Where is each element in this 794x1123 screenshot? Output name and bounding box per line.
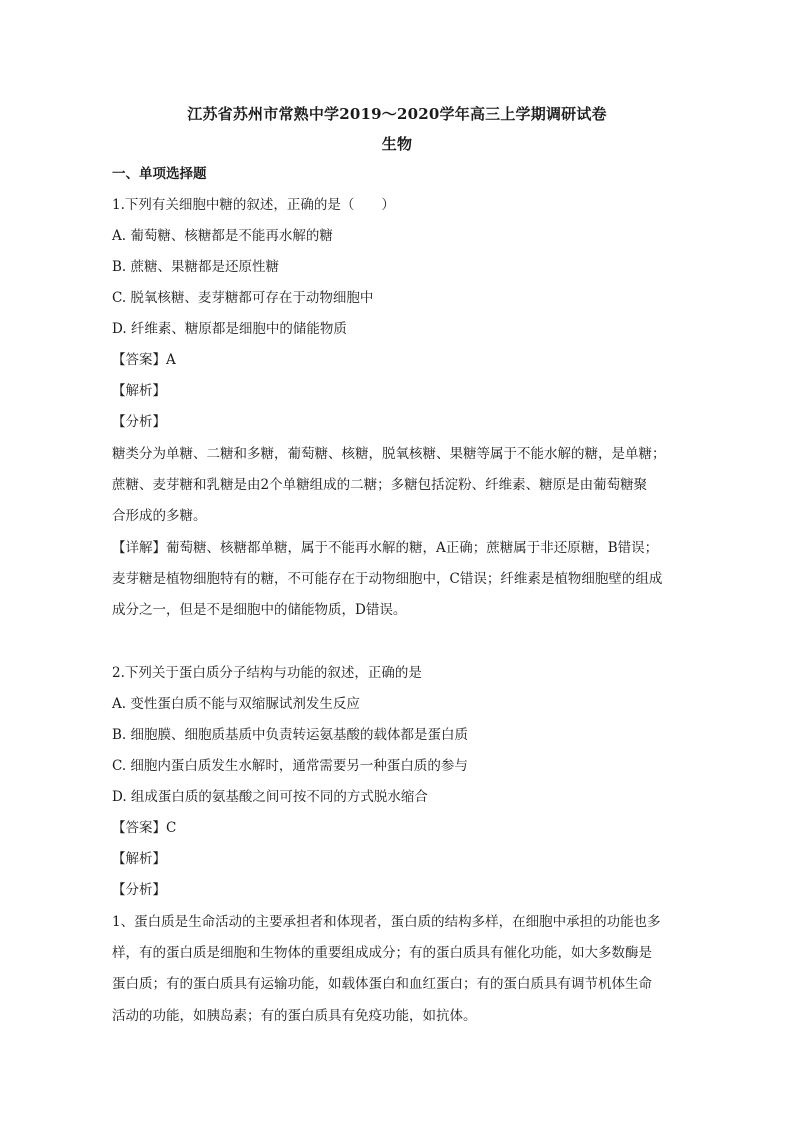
option-a: A. 葡萄糖、核糖都是不能再水解的糖 [112, 228, 333, 244]
detail-line: 麦芽糖是植物细胞特有的糖，不可能存在于动物细胞中，C错误；纤维素是植物细胞壁的组成 [112, 571, 663, 587]
question-stem: 2.下列关于蛋白质分子结构与功能的叙述，正确的是 [112, 665, 422, 681]
fenxi-heading: 【分析】 [112, 882, 166, 898]
analysis-heading: 【解析】 [112, 851, 166, 867]
fenxi-line: 活动的功能，如胰岛素；有的蛋白质具有免疫功能，如抗体。 [112, 1008, 477, 1024]
document-title: 江苏省苏州市常熟中学2019～2020学年高三上学期调研试卷 [187, 105, 607, 123]
document-subject: 生物 [381, 135, 413, 153]
option-a: A. 变性蛋白质不能与双缩脲试剂发生反应 [112, 696, 360, 712]
option-d: D. 纤维素、糖原都是细胞中的储能物质 [112, 321, 347, 337]
fenxi-line: 1、蛋白质是生命活动的主要承担者和体现者，蛋白质的结构多样，在细胞中承担的功能也多 [112, 914, 661, 930]
fenxi-heading: 【分析】 [112, 414, 166, 430]
option-d: D. 组成蛋白质的氨基酸之间可按不同的方式脱水缩合 [112, 789, 428, 805]
question-stem: 1.下列有关细胞中糖的叙述，正确的是（ ） [112, 197, 395, 213]
fenxi-line: 蔗糖、麦芽糖和乳糖是由2个单糖组成的二糖；多糖包括淀粉、纤维素、糖原是由葡萄糖聚 [112, 477, 648, 493]
answer-label: 【答案】A [112, 352, 176, 368]
option-b: B. 蔗糖、果糖都是还原性糖 [112, 259, 280, 275]
option-c: C. 脱氧核糖、麦芽糖都可存在于动物细胞中 [112, 290, 374, 306]
option-b: B. 细胞膜、细胞质基质中负责转运氨基酸的载体都是蛋白质 [112, 727, 469, 743]
analysis-heading: 【解析】 [112, 383, 166, 399]
detail-line: 成分之一，但是不是细胞中的储能物质，D错误。 [112, 602, 407, 618]
fenxi-line: 蛋白质；有的蛋白质具有运输功能，如载体蛋白和血红蛋白；有的蛋白质具有调节机体生命 [112, 976, 652, 992]
answer-label: 【答案】C [112, 820, 177, 836]
fenxi-line: 合形成的多糖。 [112, 508, 207, 524]
section-heading: 一、单项选择题 [112, 166, 207, 182]
fenxi-line: 样，有的蛋白质是细胞和生物体的重要组成成分；有的蛋白质具有催化功能，如大多数酶是 [112, 945, 652, 961]
fenxi-line: 糖类分为单糖、二糖和多糖，葡萄糖、核糖，脱氧核糖、果糖等属于不能水解的糖，是单糖； [112, 446, 666, 462]
detail-line: 【详解】葡萄糖、核糖都单糖，属于不能再水解的糖，A正确；蔗糖属于非还原糖，B错误； [112, 540, 659, 556]
option-c: C. 细胞内蛋白质发生水解时，通常需要另一种蛋白质的参与 [112, 758, 468, 774]
